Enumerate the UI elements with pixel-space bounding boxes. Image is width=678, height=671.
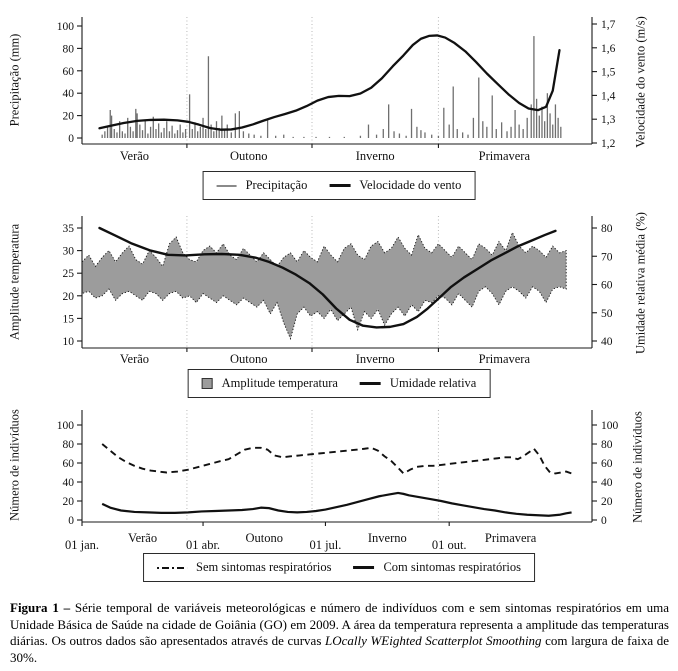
- svg-text:Verão: Verão: [119, 352, 150, 366]
- svg-text:60: 60: [601, 458, 613, 470]
- svg-text:60: 60: [601, 279, 613, 292]
- axis-label-precipitation: Precipitação (mm): [7, 33, 22, 127]
- svg-text:80: 80: [62, 439, 74, 451]
- svg-text:1,3: 1,3: [601, 114, 616, 127]
- svg-text:40: 40: [62, 88, 74, 101]
- axis-label-individuals-left: Número de indivíduos: [7, 409, 22, 521]
- svg-text:01 jan.: 01 jan.: [64, 538, 100, 552]
- svg-text:1,4: 1,4: [601, 90, 616, 103]
- wind-speed-line: [99, 35, 559, 129]
- svg-text:Primavera: Primavera: [478, 149, 531, 163]
- legend-label-humidity: Umidade relativa: [389, 376, 477, 390]
- wind-line-swatch: [329, 184, 350, 187]
- svg-text:Verão: Verão: [119, 149, 150, 163]
- svg-text:01 jul.: 01 jul.: [309, 538, 342, 552]
- with-symptoms-line-swatch: [353, 566, 374, 569]
- svg-text:100: 100: [56, 21, 74, 33]
- svg-text:20: 20: [62, 110, 74, 123]
- svg-text:Verão: Verão: [127, 531, 158, 545]
- svg-text:1,6: 1,6: [601, 42, 616, 55]
- svg-text:01 abr.: 01 abr.: [186, 538, 221, 552]
- svg-text:20: 20: [601, 496, 613, 508]
- svg-text:10: 10: [62, 336, 74, 348]
- svg-text:25: 25: [62, 268, 74, 281]
- svg-text:70: 70: [601, 251, 613, 264]
- axis-label-temperature-amplitude: Amplitude temperatura: [7, 223, 22, 341]
- legend-precipitation-wind: [203, 171, 476, 200]
- axis-label-wind-speed: Velocidade do vento (m/s): [633, 16, 648, 148]
- svg-text:Inverno: Inverno: [355, 149, 395, 163]
- svg-text:40: 40: [62, 477, 74, 489]
- svg-text:80: 80: [62, 43, 74, 56]
- svg-text:Inverno: Inverno: [367, 531, 407, 545]
- svg-text:20: 20: [62, 290, 74, 303]
- svg-text:0: 0: [68, 133, 74, 145]
- caption-method-name: LOcally WEighted Scatterplot Smoothing: [324, 633, 542, 649]
- svg-text:15: 15: [62, 313, 74, 326]
- svg-text:20: 20: [62, 496, 74, 508]
- with-symptoms-line: [102, 493, 571, 516]
- svg-text:Outono: Outono: [230, 352, 268, 366]
- svg-text:01 out.: 01 out.: [431, 538, 467, 552]
- caption-body: Série temporal de variáveis meteorológicas e número de indivíduos com e sem sintomas respiratórios em uma Unidade Básica de Saúde na cidade de Goiânia (GO) em 2009. A área da temperatura representa a amplitude das temperaturas diárias. Os outros dados são apresentados através de curvas: [10, 600, 669, 649]
- svg-text:80: 80: [601, 439, 613, 451]
- svg-text:40: 40: [601, 477, 613, 489]
- temperature-band: [82, 233, 566, 339]
- svg-text:Inverno: Inverno: [355, 352, 395, 366]
- svg-text:1,2: 1,2: [601, 138, 616, 150]
- precipitation-line-swatch: [217, 185, 237, 187]
- svg-text:40: 40: [601, 336, 613, 348]
- svg-text:50: 50: [601, 307, 613, 320]
- legend-label-wind: Velocidade do vento: [359, 178, 462, 192]
- caption-tail: com largura de faixa de 30%.: [10, 633, 669, 665]
- svg-text:Primavera: Primavera: [484, 531, 537, 545]
- svg-text:60: 60: [62, 65, 74, 78]
- legend-temperature-humidity: [188, 369, 491, 398]
- svg-text:60: 60: [62, 458, 74, 470]
- caption-label: Figura 1 –: [10, 600, 71, 615]
- temperature-band-swatch: [202, 378, 213, 389]
- precipitation-bars: [102, 36, 561, 138]
- panel-precipitation-wind: [57, 17, 616, 163]
- legend-label-temperature-amplitude: Amplitude temperatura: [221, 376, 338, 390]
- legend-label-no-symptoms: Sem sintomas respiratórios: [196, 560, 332, 574]
- humidity-line-swatch: [360, 382, 381, 385]
- legend-label-precipitation: Precipitação: [245, 178, 308, 192]
- figure-caption: [10, 600, 669, 667]
- panel-temperature-humidity: [63, 216, 613, 366]
- svg-text:30: 30: [62, 245, 74, 258]
- svg-text:Primavera: Primavera: [478, 352, 531, 366]
- legend-label-with-symptoms: Com sintomas respiratórios: [383, 560, 521, 574]
- panel-individuals: [57, 410, 619, 552]
- svg-text:0: 0: [68, 515, 74, 527]
- svg-text:1,5: 1,5: [601, 66, 616, 79]
- svg-text:1,7: 1,7: [601, 19, 616, 31]
- legend-respiratory-symptoms: [143, 553, 535, 582]
- svg-text:100: 100: [601, 420, 619, 432]
- svg-text:Outono: Outono: [245, 531, 283, 545]
- svg-text:Outono: Outono: [230, 149, 268, 163]
- no-symptoms-line-swatch: [157, 567, 187, 569]
- axis-label-relative-humidity: Umidade relativa média (%): [633, 212, 648, 354]
- svg-text:80: 80: [601, 223, 613, 235]
- svg-text:100: 100: [56, 420, 74, 432]
- svg-text:0: 0: [601, 515, 607, 527]
- no-symptoms-line: [102, 444, 571, 473]
- svg-text:35: 35: [62, 223, 74, 235]
- axis-label-individuals-right: Número de indivíduos: [630, 411, 645, 523]
